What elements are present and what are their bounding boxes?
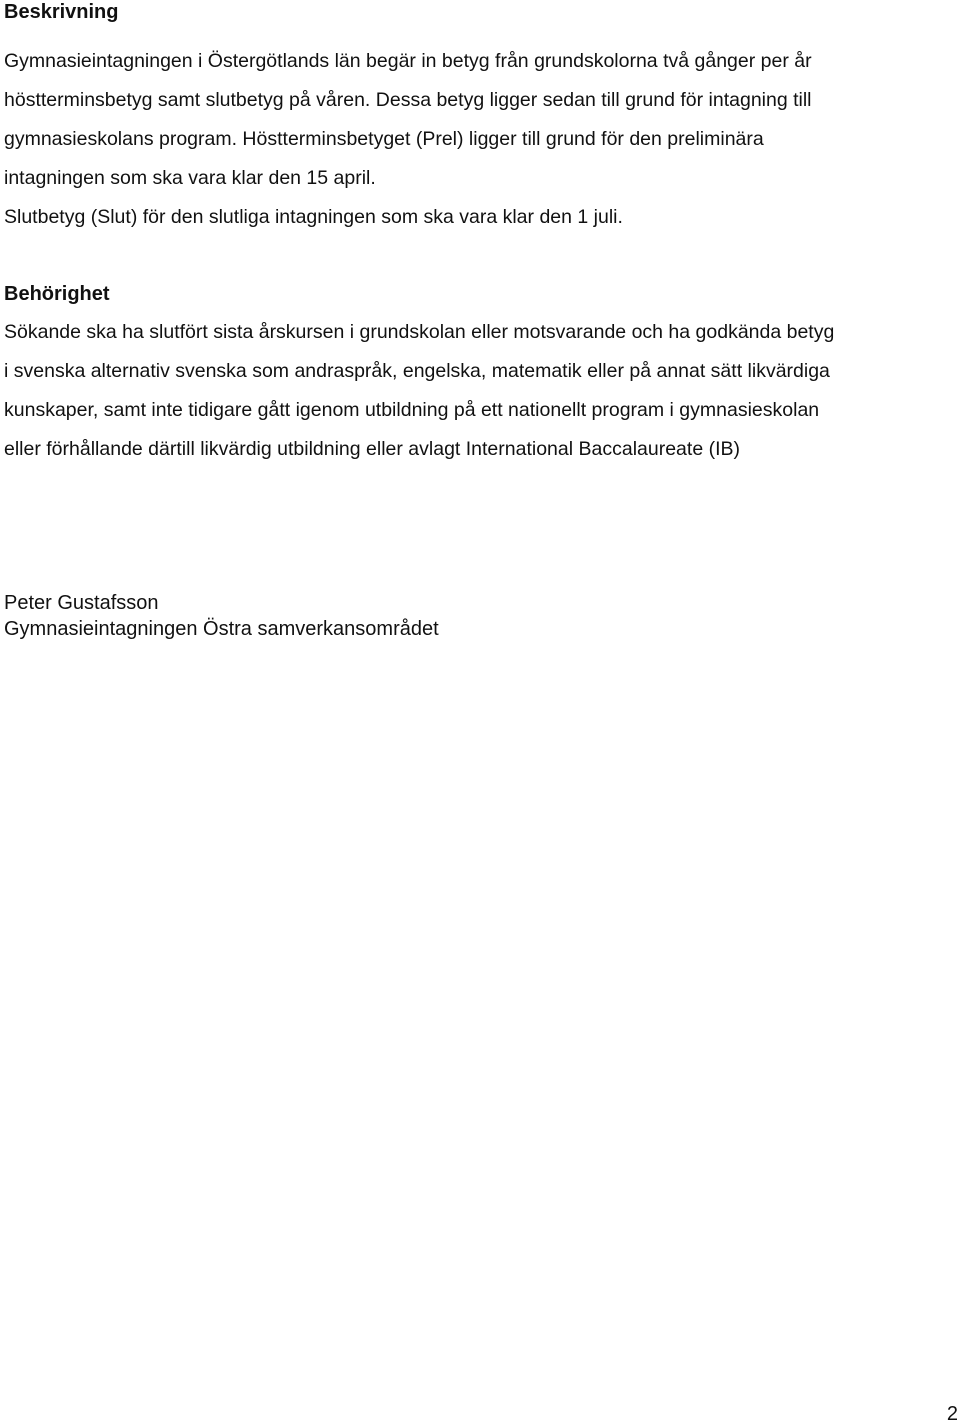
paragraph-line: intagningen som ska vara klar den 15 april. (4, 167, 376, 189)
paragraph-line: eller förhållande därtill likvärdig utbildning eller avlagt International Baccalaureate (IB) (4, 438, 740, 460)
paragraph-line: kunskaper, samt inte tidigare gått igenom utbildning på ett nationellt program i gymnasieskolan (4, 399, 820, 421)
paragraph-line: gymnasieskolans program. Höstterminsbetyget (Prel) ligger till grund för den preliminära (4, 128, 764, 150)
beskrivning-heading: Beskrivning (4, 1, 119, 23)
paragraph-line: Gymnasieintagningen i Östergötlands län begär in betyg från grundskolorna två gånger per år (4, 50, 812, 72)
page-number: 2 (946, 1403, 958, 1425)
paragraph-line: Slutbetyg (Slut) för den slutliga intagningen som ska vara klar den 1 juli. (4, 206, 623, 228)
behorighet-paragraph (4, 313, 956, 469)
paragraph-line: Sökande ska ha slutfört sista årskursen i grundskolan eller motsvarande och ha godkända betyg (4, 321, 835, 343)
beskrivning-paragraph (4, 42, 956, 237)
paragraph-line: i svenska alternativ svenska som andraspråk, engelska, matematik eller på annat sätt likvärdiga (4, 360, 830, 382)
signature-block (4, 590, 439, 642)
behorighet-heading: Behörighet (4, 283, 110, 305)
signature-organization: Gymnasieintagningen Östra samverkansområdet (4, 618, 439, 640)
paragraph-line: höstterminsbetyg samt slutbetyg på våren. Dessa betyg ligger sedan till grund för intagning till (4, 89, 812, 111)
signature-name: Peter Gustafsson (4, 592, 159, 614)
